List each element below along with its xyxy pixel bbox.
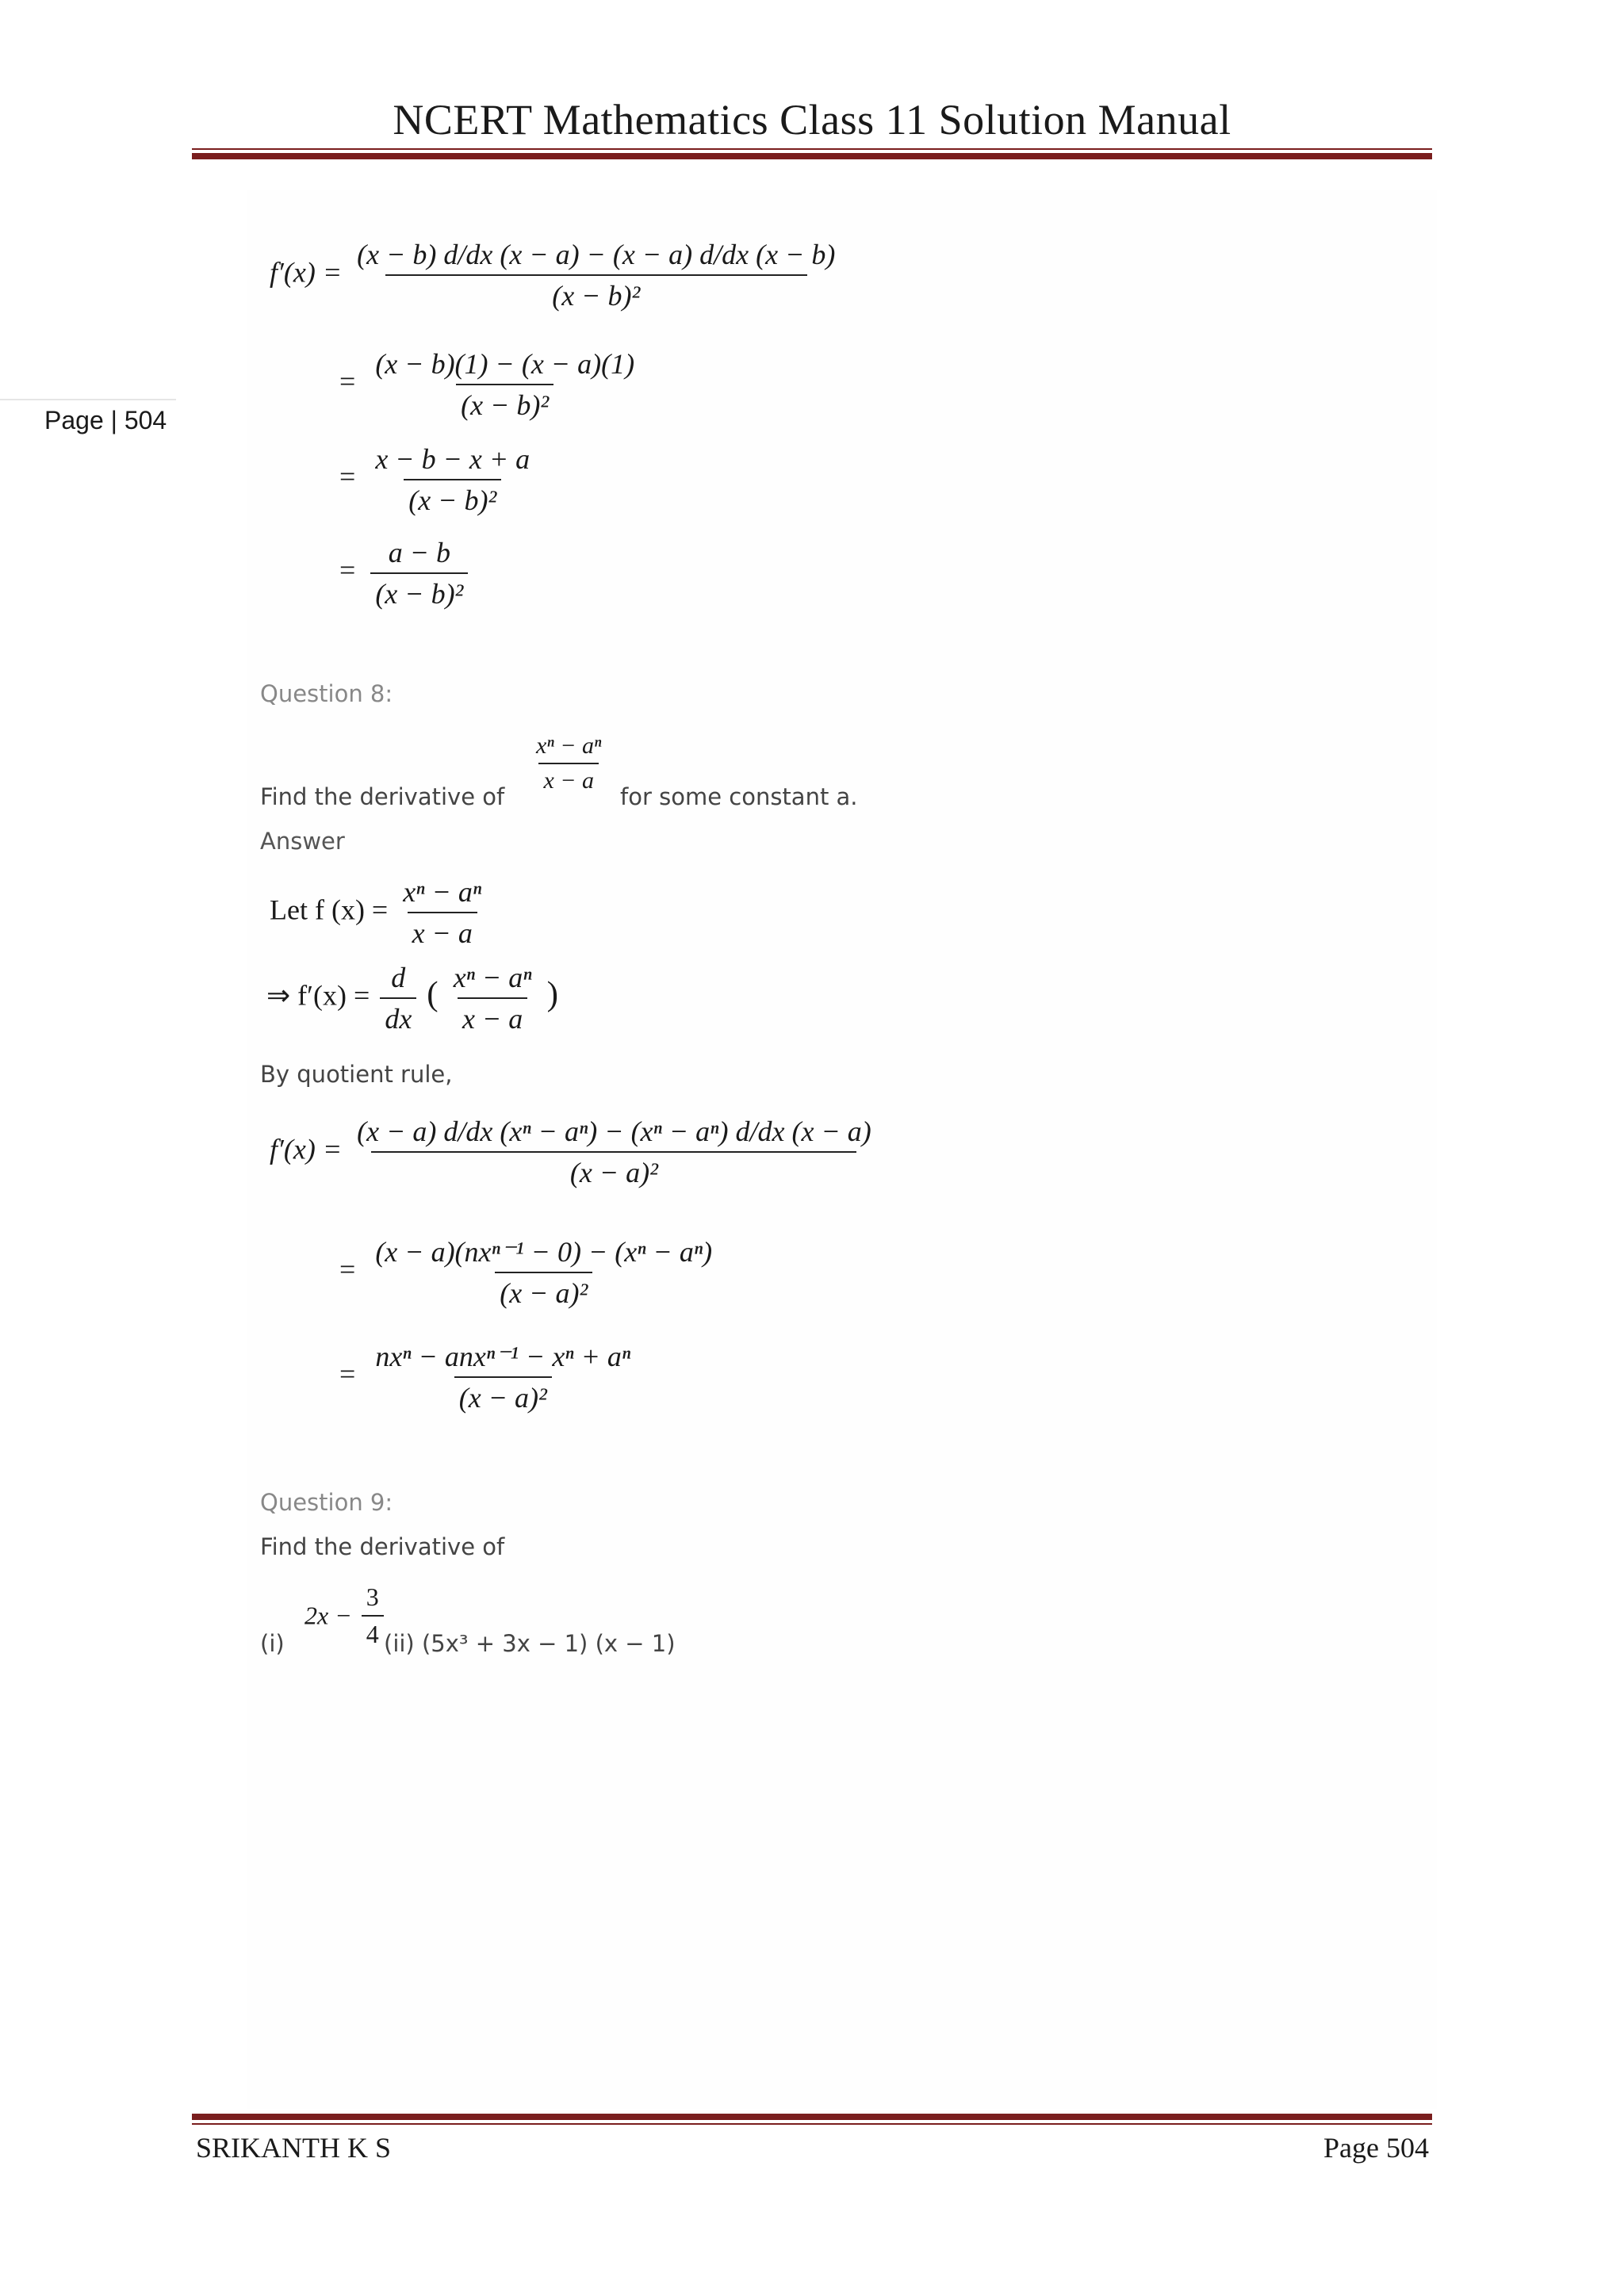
equals-sign: =: [339, 1253, 356, 1286]
implies-derivative: [266, 961, 558, 1035]
fprime-label: f′(x) =: [270, 1133, 343, 1165]
question-8-prompt-pre: Find the derivative of: [260, 783, 505, 810]
equals-sign: =: [339, 461, 356, 493]
quotient-step-1: [270, 1115, 879, 1189]
denominator: (x − b)²: [404, 479, 501, 517]
fraction: [370, 1340, 635, 1414]
derivation-step-3: [339, 442, 538, 517]
derivation-step-1: [270, 238, 843, 312]
denominator: (x − a)²: [454, 1376, 552, 1414]
denominator: 4: [362, 1615, 384, 1649]
answer-label: Answer: [260, 828, 345, 855]
numerator: 3: [366, 1582, 379, 1611]
side-page-number: Page | 504: [44, 406, 167, 434]
fraction: [531, 733, 606, 794]
page-header-title: NCERT Mathematics Class 11 Solution Manual: [393, 96, 1231, 144]
paren-close: ): [546, 975, 559, 1013]
denominator: (x − b)²: [370, 572, 468, 610]
part-ii-expression: (ii) (5x³ + 3x − 1) (x − 1): [384, 1630, 676, 1657]
numerator: xⁿ − aⁿ: [403, 876, 482, 908]
denominator: x − a: [408, 912, 477, 950]
fraction: [352, 1115, 876, 1189]
let-label: Let f (x) =: [270, 894, 389, 926]
numerator: (x − a) d/dx (xⁿ − aⁿ) − (xⁿ − aⁿ) d/dx (x − a): [357, 1115, 871, 1147]
numerator: a − b: [388, 537, 450, 568]
denominator: x − a: [538, 763, 599, 794]
denominator: (x − a)²: [495, 1272, 592, 1310]
question-9-heading: Question 9:: [260, 1489, 393, 1516]
fraction: [362, 1582, 384, 1649]
denominator: (x − b)²: [456, 384, 553, 422]
header-rule-thick: [192, 153, 1432, 159]
question-9-prompt: Find the derivative of: [260, 1533, 505, 1560]
part-i-label: (i): [260, 1630, 285, 1657]
header-rule-thin: [192, 148, 1432, 150]
fraction: [370, 347, 639, 422]
quotient-step-2: [339, 1235, 720, 1310]
equals-sign: =: [339, 365, 356, 398]
numerator: d: [391, 962, 406, 993]
let-f-of-x: [270, 875, 489, 950]
numerator: (x − b) d/dx (x − a) − (x − a) d/dx (x − b): [357, 239, 836, 270]
footer-page-number: Page 504: [1323, 2132, 1429, 2164]
derivation-step-4: [339, 536, 471, 610]
paren-open: (: [427, 975, 439, 1013]
fraction: [370, 1235, 717, 1310]
implies-label: ⇒ f′(x) =: [266, 979, 370, 1012]
question-8-expression: [528, 733, 609, 794]
quotient-step-3: [339, 1340, 638, 1414]
fraction: [370, 536, 468, 610]
equals-sign: =: [339, 1358, 356, 1391]
fprime-label: f′(x) =: [270, 256, 343, 289]
fraction: [398, 875, 486, 950]
d-dx-fraction: [380, 961, 416, 1035]
fraction: [449, 961, 537, 1035]
denominator: x − a: [458, 997, 527, 1035]
numerator: xⁿ − aⁿ: [536, 733, 602, 759]
footer-rule-thin: [192, 2123, 1432, 2125]
numerator: xⁿ − aⁿ: [453, 962, 532, 993]
part-i-expression: [304, 1582, 387, 1649]
footer-author: SRIKANTH K S: [196, 2132, 392, 2164]
numerator: (x − b)(1) − (x − a)(1): [375, 348, 635, 380]
derivation-step-2: [339, 347, 642, 422]
numerator: (x − a)(nxⁿ⁻¹ − 0) − (xⁿ − aⁿ): [375, 1236, 713, 1268]
fraction: [370, 442, 534, 517]
denominator: (x − a)²: [371, 1151, 856, 1189]
equals-sign: =: [339, 554, 356, 587]
question-8-prompt-post: for some constant a.: [620, 783, 858, 810]
denominator: (x − b)²: [385, 274, 807, 312]
footer-rule-thick: [192, 2114, 1432, 2120]
fraction: [352, 238, 840, 312]
expr-prefix: 2x −: [304, 1601, 352, 1630]
numerator: x − b − x + a: [375, 443, 530, 475]
quotient-rule-text: By quotient rule,: [260, 1061, 453, 1088]
denominator: dx: [380, 997, 416, 1035]
numerator: nxⁿ − anxⁿ⁻¹ − xⁿ + aⁿ: [375, 1341, 631, 1372]
side-divider: [0, 399, 176, 400]
question-8-heading: Question 8:: [260, 680, 393, 707]
